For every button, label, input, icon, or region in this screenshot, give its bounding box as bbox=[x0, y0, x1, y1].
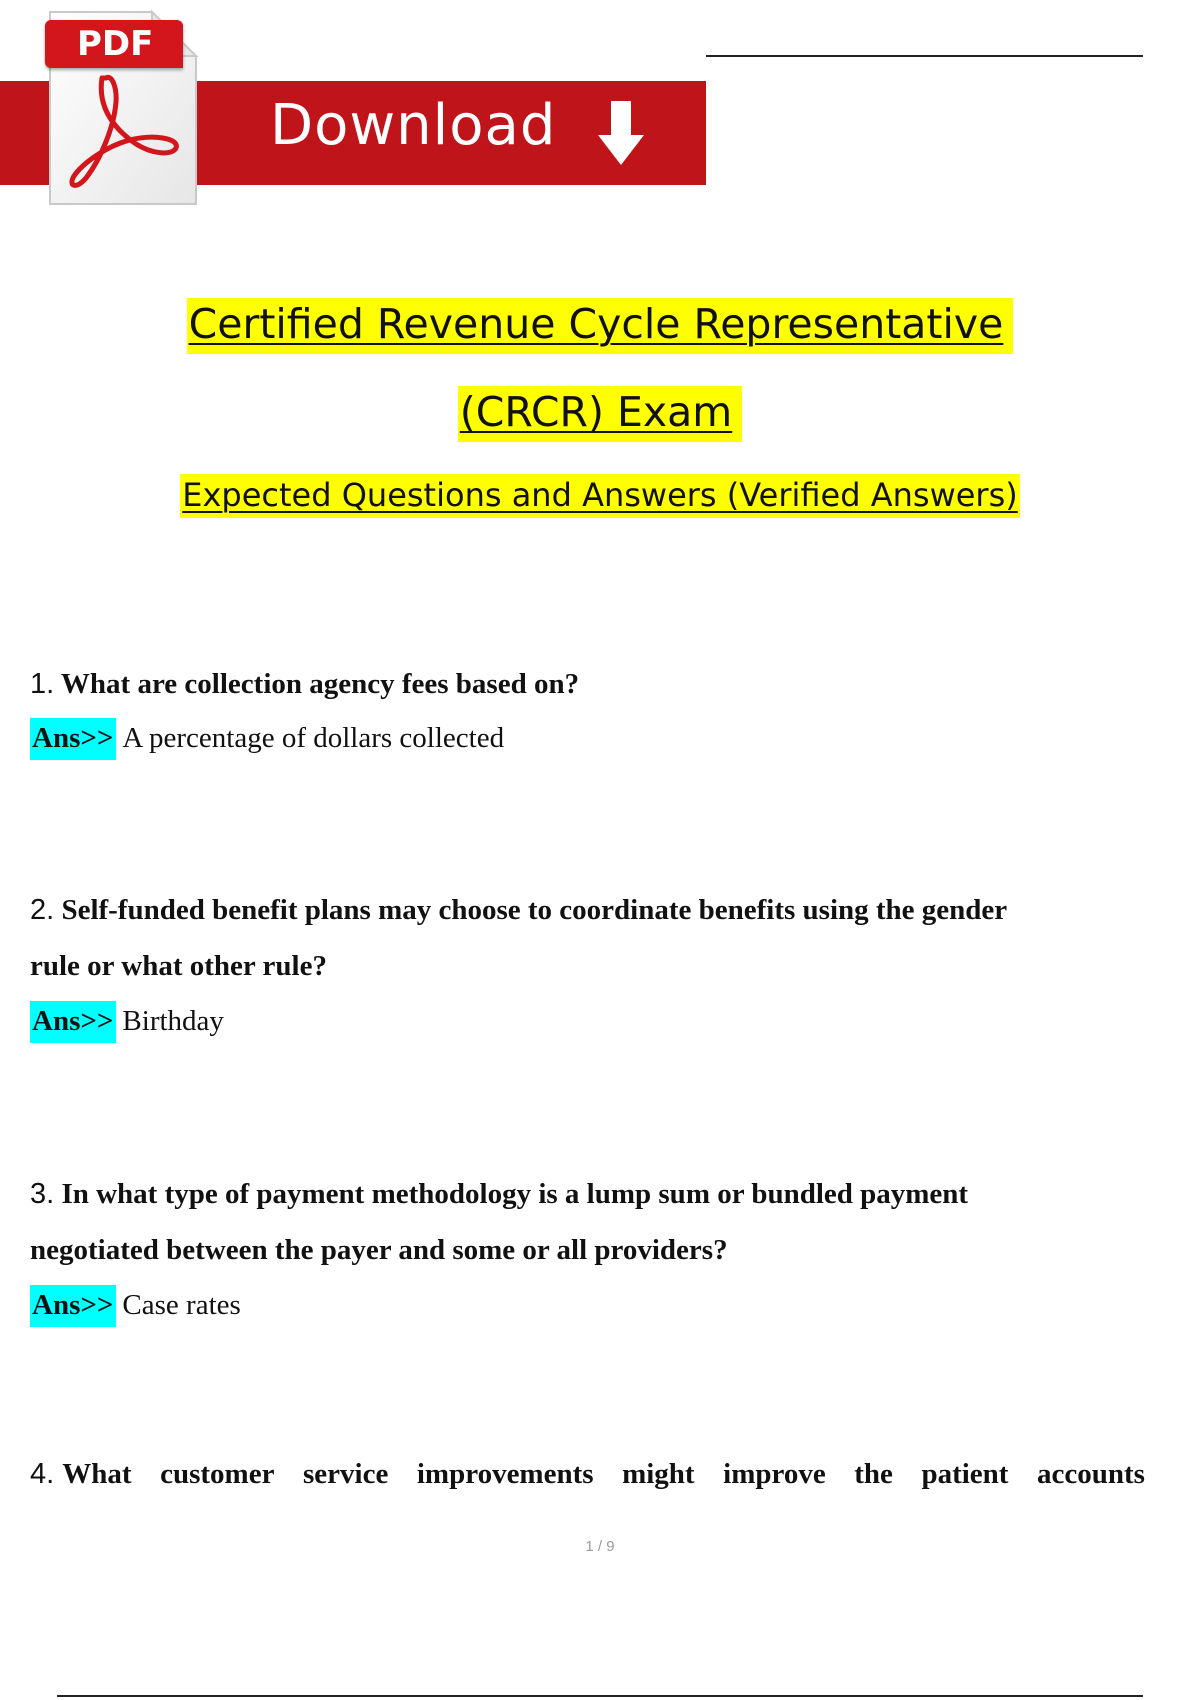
header-rule bbox=[706, 55, 1143, 57]
subtitle-text: Expected Questions and Answers (Verified Answers) bbox=[180, 474, 1019, 518]
document-title-line-1 bbox=[0, 300, 1200, 348]
answer-label: Ans>> bbox=[30, 1285, 116, 1327]
question-2 bbox=[30, 882, 1145, 994]
pdf-badge bbox=[45, 20, 183, 68]
answer-2 bbox=[30, 1005, 224, 1038]
question-4-word: customer bbox=[160, 1458, 275, 1490]
title-line-2: (CRCR) Exam bbox=[458, 386, 742, 442]
question-4-word: might bbox=[622, 1458, 695, 1490]
download-label[interactable]: Download bbox=[270, 93, 557, 158]
question-number: 3. bbox=[30, 1178, 55, 1210]
question-text-line-1: In what type of payment methodology is a lump sum or bundled payment bbox=[61, 1178, 969, 1210]
question-3 bbox=[30, 1166, 1145, 1278]
answer-1 bbox=[30, 722, 504, 755]
question-4-word: the bbox=[854, 1458, 893, 1490]
question-4-words bbox=[30, 1446, 1145, 1502]
download-arrow-icon bbox=[594, 99, 648, 169]
question-1 bbox=[30, 656, 1145, 712]
answer-label: Ans>> bbox=[30, 1001, 116, 1043]
answer-text: Birthday bbox=[122, 1005, 224, 1037]
question-4-word: accounts bbox=[1037, 1458, 1145, 1490]
page-indicator: 1 / 9 bbox=[585, 1538, 615, 1555]
question-4-word: patient bbox=[921, 1458, 1009, 1490]
question-4-word: 4. What bbox=[30, 1458, 132, 1490]
question-4 bbox=[30, 1446, 1145, 1502]
answer-3 bbox=[30, 1289, 241, 1322]
question-4-word: service bbox=[302, 1458, 389, 1490]
question-text-line-2: rule or what other rule? bbox=[30, 950, 327, 982]
title-line-1: Certified Revenue Cycle Representative bbox=[187, 298, 1014, 354]
question-number: 2. bbox=[30, 894, 55, 926]
document-title-line-2 bbox=[0, 388, 1200, 436]
pdf-file-icon[interactable] bbox=[40, 4, 208, 214]
question-text-line-1: Self-funded benefit plans may choose to coordinate benefits using the gender bbox=[61, 894, 1008, 926]
answer-text: A percentage of dollars collected bbox=[122, 722, 505, 754]
question-text: What are collection agency fees based on? bbox=[60, 668, 580, 700]
question-text-line-2: negotiated between the payer and some or all providers? bbox=[30, 1234, 728, 1266]
pdf-badge-label: PDF bbox=[77, 24, 154, 64]
document-subtitle bbox=[0, 476, 1200, 514]
question-number: 1. bbox=[30, 668, 55, 700]
footer-rule bbox=[57, 1695, 1143, 1697]
question-4-word: improvements bbox=[416, 1458, 594, 1490]
question-number: 4. bbox=[30, 1458, 63, 1490]
answer-label: Ans>> bbox=[30, 718, 116, 760]
answer-text: Case rates bbox=[122, 1289, 241, 1321]
question-4-word: improve bbox=[723, 1458, 826, 1490]
